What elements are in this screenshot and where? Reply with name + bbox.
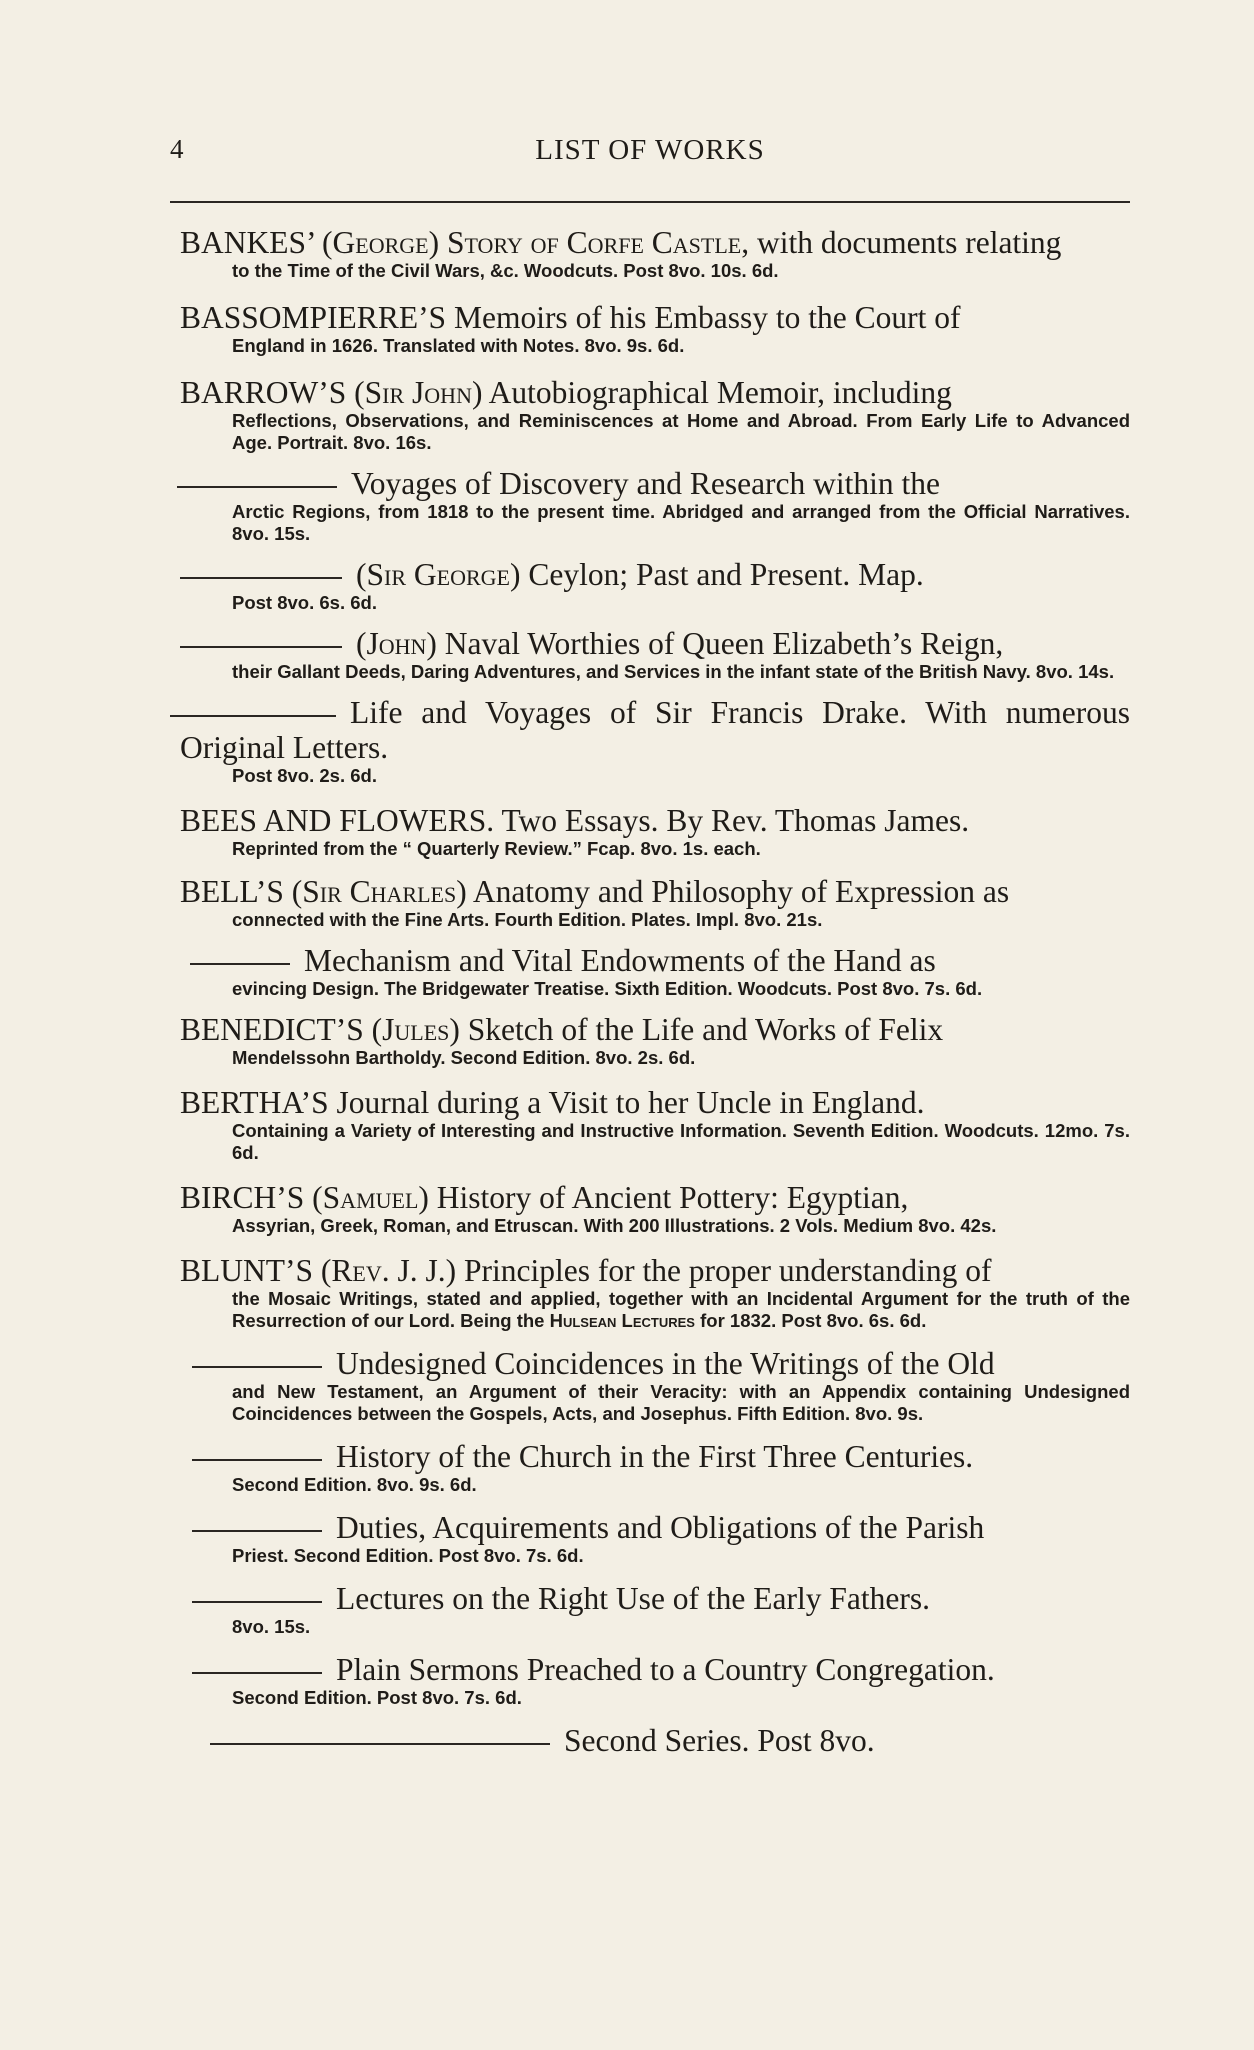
ditto-rule [192,1530,322,1532]
catalogue-entry [180,1085,1130,1164]
running-title: LIST OF WORKS [535,134,765,166]
catalogue-entry [180,1439,1130,1496]
catalogue-entry [180,466,1130,545]
entry-heading: BIRCH’S (Samuel) History of Ancient Pottery: Egyptian, [180,1180,909,1215]
entry-heading: Mechanism and Vital Endowments of the Hand as [180,943,1130,978]
entry-details: to the Time of the Civil Wars, &c. Woodcuts. Post 8vo. 10s. 6d. [232,260,779,281]
catalogue-entry [180,943,1130,1000]
entry-details: Second Edition. 8vo. 9s. 6d. [232,1474,477,1495]
entry-details: the Mosaic Writings, stated and applied, together with an Incidental Argument for the truth of the Resurrection of our Lord. Being the Hulsean Lectures for 1832. Post 8vo. 6s. 6d. [232,1288,1130,1331]
entry-details: Arctic Regions, from 1818 to the present time. Abridged and arranged from the Official Narratives. 8vo. 15s. [232,501,1130,544]
entry-details: Priest. Second Edition. Post 8vo. 7s. 6d. [232,1545,584,1566]
entry-heading: Undesigned Coincidences in the Writings of the Old [180,1346,1130,1381]
ditto-rule [170,715,336,717]
entry-heading: Lectures on the Right Use of the Early Fathers. [180,1581,1130,1616]
entry-heading: BELL’S (Sir Charles) Anatomy and Philosophy of Expression as [180,874,1010,909]
entry-heading: BASSOMPIERRE’S Memoirs of his Embassy to the Court of [180,300,961,335]
catalogue-entry [180,1510,1130,1567]
ditto-rule [192,1601,322,1603]
catalogue-entry [180,225,1130,282]
catalogue-entries [180,225,1130,1758]
entry-details: Assyrian, Greek, Roman, and Etruscan. With 200 Illustrations. 2 Vols. Medium 8vo. 42s. [232,1215,997,1236]
catalogue-entry [180,1012,1130,1069]
entry-details: Mendelssohn Bartholdy. Second Edition. 8vo. 2s. 6d. [232,1047,696,1068]
catalogue-entry [180,557,1130,614]
entry-details: Reprinted from the “ Quarterly Review.” Fcap. 8vo. 1s. each. [232,838,761,859]
catalogue-entry [180,1180,1130,1237]
entry-heading: History of the Church in the First Three Centuries. [180,1439,1130,1474]
catalogue-entry [180,375,1130,454]
entry-details: Reflections, Observations, and Reminiscences at Home and Abroad. From Early Life to Advanced Age. Portrait. 8vo. 16s. [232,410,1130,453]
catalogue-entry [180,874,1130,931]
entry-heading: Second Series. Post 8vo. [180,1723,1130,1758]
entry-details: connected with the Fine Arts. Fourth Edition. Plates. Impl. 8vo. 21s. [232,909,823,930]
catalogue-entry [180,1346,1130,1425]
entry-heading: BLUNT’S (Rev. J. J.) Principles for the proper understanding of [180,1253,992,1288]
entry-heading: Life and Voyages of Sir Francis Drake. With numerous Original Letters. [180,695,1130,765]
header-rule [170,201,1130,203]
ditto-rule [192,1672,322,1674]
catalogue-entry [180,626,1130,683]
catalogue-entry [180,695,1130,787]
entry-details: England in 1626. Translated with Notes. 8vo. 9s. 6d. [232,335,685,356]
entry-details: Second Edition. Post 8vo. 7s. 6d. [232,1687,522,1708]
entry-details: 8vo. 15s. [232,1616,311,1637]
entry-heading: Plain Sermons Preached to a Country Congregation. [180,1652,1130,1687]
ditto-rule [190,963,290,965]
ditto-rule [177,486,337,488]
entry-heading: BEES AND FLOWERS. Two Essays. By Rev. Thomas James. [180,803,970,838]
entry-heading: BERTHA’S Journal during a Visit to her Uncle in England. [180,1085,925,1120]
page-number: 4 [170,134,184,164]
catalogue-entry [180,803,1130,860]
catalogue-entry [180,300,1130,357]
catalogue-entry [180,1652,1130,1709]
entry-heading: (Sir George) Ceylon; Past and Present. Map. [180,557,1130,592]
entry-heading: BENEDICT’S (Jules) Sketch of the Life and Works of Felix [180,1012,944,1047]
ditto-rule [192,1459,322,1461]
entry-details: and New Testament, an Argument of their Veracity: with an Appendix containing Undesigned Coincidences between the Gospels, Acts, and Josephus. Fifth Edition. 8vo. 9s. [232,1381,1130,1424]
entry-heading: BANKES’ (George) Story of Corfe Castle, with documents relating [180,225,1062,260]
catalogue-entry [180,1581,1130,1638]
entry-heading: (John) Naval Worthies of Queen Elizabeth’s Reign, [180,626,1130,661]
entry-details: Containing a Variety of Interesting and Instructive Information. Seventh Edition. Woodcuts. 12mo. 7s. 6d. [232,1120,1130,1163]
ditto-rule [180,646,342,648]
entry-details: their Gallant Deeds, Daring Adventures, and Services in the infant state of the British Navy. 8vo. 14s. [232,661,1115,682]
catalogue-entry [180,1723,1130,1758]
entry-heading: BARROW’S (Sir John) Autobiographical Memoir, including [180,375,952,410]
ditto-rule [210,1743,550,1745]
entry-details: Post 8vo. 6s. 6d. [232,592,377,613]
page-header [170,134,1130,174]
entry-details: Post 8vo. 2s. 6d. [232,765,377,786]
entry-heading: Duties, Acquirements and Obligations of the Parish [180,1510,1130,1545]
entry-details: evincing Design. The Bridgewater Treatise. Sixth Edition. Woodcuts. Post 8vo. 7s. 6d. [232,978,983,999]
ditto-rule [192,1366,322,1368]
ditto-rule [180,577,342,579]
entry-heading: Voyages of Discovery and Research within the [180,466,1130,501]
catalogue-entry [180,1253,1130,1332]
